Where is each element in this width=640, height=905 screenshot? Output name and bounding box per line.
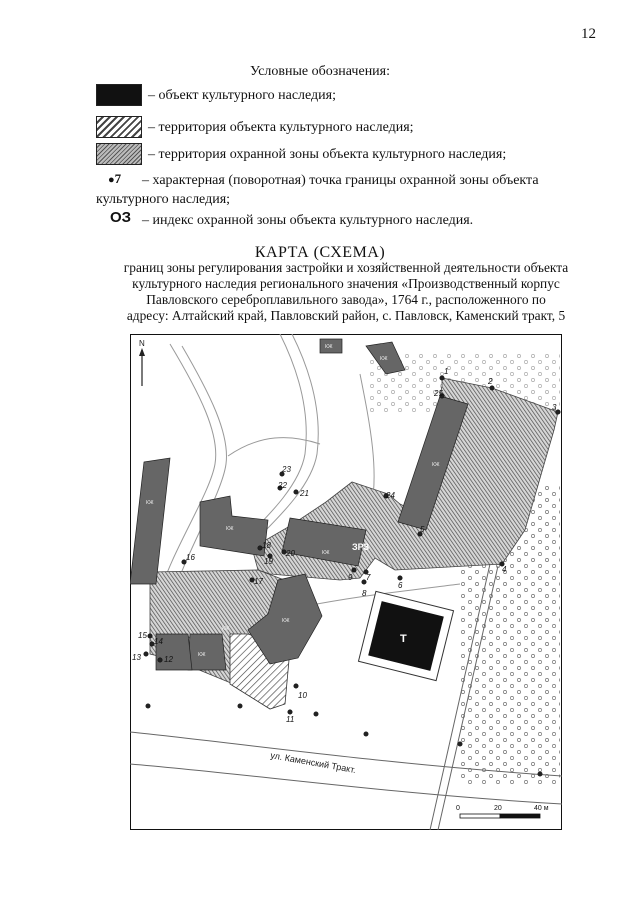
point-label: 25 <box>434 389 443 398</box>
legend-index-symbol: ОЗ <box>110 209 132 226</box>
building-tag: КЖ <box>226 526 234 532</box>
building <box>188 634 226 670</box>
point-label: 12 <box>164 655 173 664</box>
point-label: 1 <box>444 367 449 376</box>
point-label: 5 <box>420 525 425 534</box>
point-label: 14 <box>154 637 163 646</box>
subtitle-line: культурного наследия регионального значения «Производственный корпус <box>132 276 560 291</box>
legend-item-protection-zone: – территория охранной зоны объекта культурного наследия; <box>148 147 507 162</box>
boundary-point <box>148 634 152 638</box>
point-label: 22 <box>278 481 287 490</box>
point-label: 3 <box>552 403 557 412</box>
point-label: 10 <box>298 691 307 700</box>
boundary-point <box>288 710 292 714</box>
map-scheme <box>130 334 562 830</box>
legend-swatch-protection-zone <box>96 143 142 165</box>
point-label: 19 <box>264 557 273 566</box>
legend-swatch-territory <box>96 116 142 138</box>
point-label: 13 <box>132 653 141 662</box>
building-tag: КЖ <box>380 356 388 362</box>
point-label: 6 <box>398 581 403 590</box>
marker <box>314 712 319 717</box>
point-label: 20 <box>286 549 295 558</box>
marker <box>364 732 369 737</box>
marker <box>458 742 463 747</box>
building-tag: КЖ <box>322 550 330 556</box>
point-label: 2 <box>488 377 493 386</box>
object-label-t: Т <box>400 633 407 645</box>
legend-index-text: – индекс охранной зоны объекта культурного наследия. <box>142 213 474 228</box>
building-tag: КЖ <box>282 618 290 624</box>
scale-start: 0 <box>456 805 460 812</box>
page-number: 12 <box>581 26 596 42</box>
point-marker-icon: ● <box>108 174 115 186</box>
map-title: КАРТА (СХЕМА) <box>254 244 386 261</box>
point-label: 23 <box>282 465 291 474</box>
map-subtitle <box>86 260 606 324</box>
point-label: 17 <box>254 577 263 586</box>
point-label: 11 <box>286 715 295 724</box>
marker <box>238 704 243 709</box>
street-label: ул. Каменский Тракт. <box>269 750 357 776</box>
legend-point-text: – характерная (поворотная) точка границы охранной зоны объекта <box>142 173 539 188</box>
point-label: 15 <box>138 631 147 640</box>
legend-item-object: – объект культурного наследия; <box>148 88 336 103</box>
boundary-point <box>398 576 402 580</box>
point-label: 9 <box>348 573 353 582</box>
legend-item-territory: – территория объекта культурного наследия; <box>148 120 414 135</box>
point-label: 7 <box>366 573 371 582</box>
boundary-point <box>490 386 494 390</box>
building-tag: КЖ <box>432 462 440 468</box>
legend-point-text-2: культурного наследия; <box>96 192 231 207</box>
subtitle-line: Павловского сереброплавильного завода», 1764 г., расположенного по <box>146 292 546 307</box>
scale-end: 40 м <box>534 805 549 812</box>
building-tag: КЖ <box>325 344 333 350</box>
boundary-point <box>556 410 560 414</box>
point-label: 8 <box>362 589 367 598</box>
point-label: 18 <box>262 541 271 550</box>
boundary-point <box>158 658 162 662</box>
north-label: N <box>139 339 145 348</box>
legend-heading: Условные обозначения: <box>249 64 391 79</box>
subtitle-line: границ зоны регулирования застройки и хозяйственной деятельности объекта <box>123 260 569 275</box>
building-tag: КЖ <box>198 652 206 658</box>
boundary-point <box>294 490 298 494</box>
scale-mid: 20 <box>494 805 502 812</box>
boundary-point <box>440 376 444 380</box>
building-tag: КЖ <box>222 626 230 632</box>
boundary-point <box>144 652 148 656</box>
marker <box>146 704 151 709</box>
zone-index-label: ЗРЗ <box>352 542 370 552</box>
point-label: 16 <box>186 553 195 562</box>
legend-point-symbol: ●7 <box>108 171 122 186</box>
point-label: 21 <box>300 489 309 498</box>
subtitle-line: адресу: Алтайский край, Павловский район, с. Павловск, Каменский тракт, 5 <box>126 308 566 323</box>
boundary-point <box>352 568 356 572</box>
building-tag: КЖ <box>146 500 154 506</box>
boundary-point <box>294 684 298 688</box>
point-label: 4 <box>502 565 507 574</box>
marker <box>538 772 543 777</box>
legend-swatch-object <box>96 84 142 106</box>
point-label: 24 <box>386 491 395 500</box>
